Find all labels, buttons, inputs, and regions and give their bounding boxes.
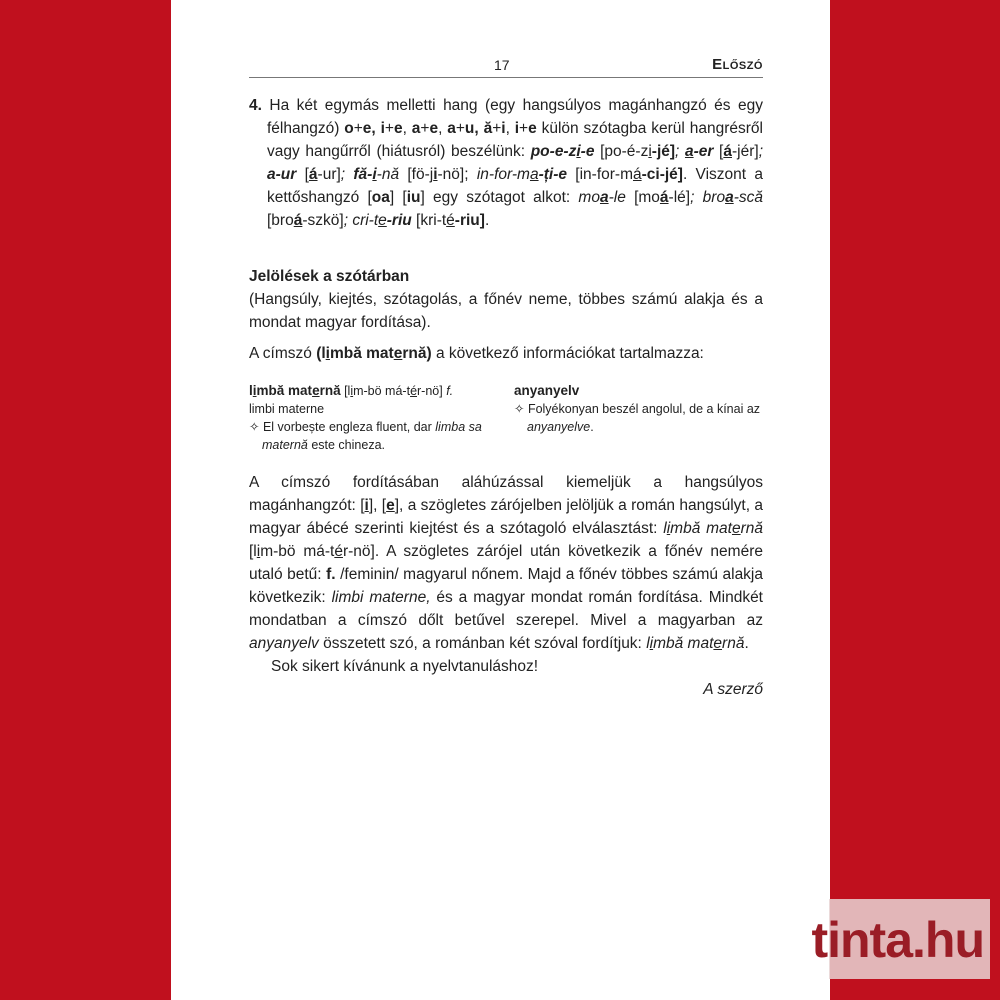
notation-heading: Jelölések a szótárban	[249, 268, 410, 285]
dictionary-entry-sample	[249, 382, 763, 454]
watermark-logo	[811, 899, 990, 979]
author-signature: A szerző	[703, 681, 763, 698]
watermark-text: tinta.hu	[811, 912, 984, 968]
entry-translation: anyanyelv	[514, 383, 580, 398]
entry-pronunciation: [lim-bö má-tér-nö]	[340, 384, 447, 398]
section-title: Előszó	[712, 56, 763, 73]
page-header	[249, 56, 763, 78]
entry-gender: f.	[446, 384, 454, 398]
book-page	[171, 0, 830, 1000]
notation-description: (Hangsúly, kiejtés, szótagolás, a főnév neme, többes számú alakja és a mondat magyar fordítása).	[249, 291, 763, 331]
page-body	[249, 94, 763, 701]
notation-intro: A címszó (limbă maternă) a következő információkat tartalmazza:	[249, 345, 704, 362]
page-number: 17	[494, 57, 510, 73]
entry-romanian-column	[249, 382, 498, 454]
closing-wish: Sok sikert kívánunk a nyelvtanuláshoz!	[271, 658, 539, 675]
entry-example-ro: ✧ El vorbește engleza fluent, dar limba sa maternă este chineza.	[249, 420, 482, 452]
entry-headword: limbă maternă	[249, 383, 341, 398]
explanation-paragraph: A címszó fordításában aláhúzással kiemeljük a hangsúlyos magánhangzót: [i], [e], a szögletes zárójelben jelöljük a román hangsúlyt, a magyar ábécé szerinti kiejtést és a szótagoló elválasztást: limbă maternă [lim-bö má-tér-nö]. A szögletes zárójel után következik a főnév nemére utaló betű: f. /feminin/ magyarul nőnem. Majd a főnév többes számú alakja következik: limbi materne, és a magyar mondat román fordítása. Mindkét mondatban a címszó dőlt betűvel szerepel. Mivel a magyarban az anyanyelv összetett szó, a románban két szóval fordítjuk: limbă maternă.	[249, 474, 764, 652]
rule-item-4: 4. Ha két egymás melletti hang (egy hangsúlyos magánhangzó és egy félhangzó) o+e, i+e, a+e, a+u, ă+i, i+e külön szótagba kerül hangrésről vagy hangűrről (hiátusról) beszélünk: po-e-zi-e [po-é-zi-jé]; a-er [á-jér]; a-ur [á-ur]; fă-i-nă [fö-ji-nö]; in-for-ma-ți-e [in-for-má-ci-jé]. Viszont a kettőshangzó [oa] [iu] egy szótagot alkot: moa-le [moá-lé]; broa-scă [broá-szkö]; cri-te-riu [kri-té-riu].	[249, 97, 764, 229]
entry-example-hu: ✧ Folyékonyan beszél angolul, de a kínai az anyanyelve.	[514, 402, 761, 434]
entry-plural: limbi materne	[249, 402, 325, 416]
entry-hungarian-column	[514, 382, 763, 454]
